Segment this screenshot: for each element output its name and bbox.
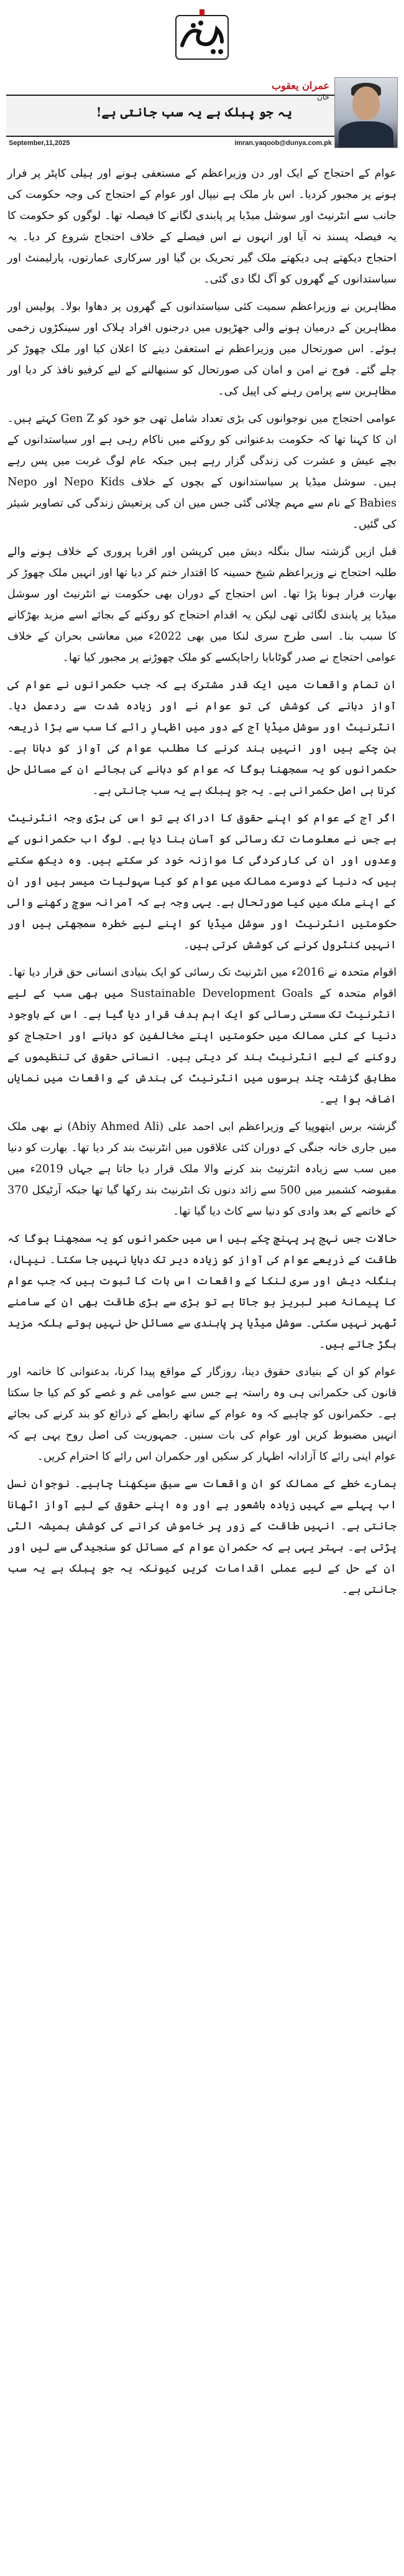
article-paragraph: عوام کے احتجاج کے ایک اور دن وزیراعظم کے مستعفی ہونے اور ہیلی کاپٹر پر فرار ہونے پر مجبور کردیا۔ اس بار ملک ہے نیپال اور عوام کے احتجاج کی وجہ حکومت کی جانب سے انٹرنیٹ اور سوشل میڈیا پر پابندی لگانے کا فیصلہ تھا۔ لوگوں کو حکومت کا یہ فیصلہ پسند نہ آیا اور انہوں نے اس فیصلے کے خلاف احتجاج شروع کر دیا۔ یہ احتجاج دیکھتے ہی دیکھتے ملک گیر تحریک بن گیا اور سرکاری عمارتوں، پارلیمنٹ اور سیاستدانوں کے گھروں کو آگ لگا دی گئی۔ — [7, 167, 397, 286]
article-paragraph: ہمارے خطے کے ممالک کو ان واقعات سے سبق سیکھنا چاہیے۔ نوجوان نسل اب پہلے سے کہیں زیادہ باشعور ہے اور وہ اپنے حقوق کے لیے آواز اٹھانا جانتی ہے۔ انہیں طاقت کے زور پر خاموش کرانے کی کوشش ہمیشہ الٹی پڑتی ہے۔ بہتر یہی ہے کہ حکمران عوام کے مسائل کو سنجیدگی سے لیں اور ان کے حل کے لیے عملی اقدامات کریں کیونکہ یہ جو پبلک ہے یہ سب جانتی ہے۔ — [7, 1478, 397, 1596]
author-block — [255, 80, 329, 101]
publish-date: September,11,2025 — [9, 139, 70, 147]
masthead — [0, 0, 404, 73]
meta-row — [6, 139, 398, 152]
dunya-logo-icon — [172, 7, 232, 67]
article-paragraph: عوامی احتجاج میں نوجوانوں کی بڑی تعداد شامل تھی جو خود کو Gen Z کہتے ہیں۔ ان کا کہنا تھا کہ حکومت بدعنوانی کو روکنے میں ناکام رہی ہے اور سیاستدانوں کے بچے عیش و عشرت کی زندگی گزار رہے ہیں جبکہ عام لوگ غربت میں پس رہے ہیں۔ سوشل میڈیا پر سیاستدانوں کے بچوں کے خلاف Nepo Kids اور Nepo Babies کے نام سے مہم چلائی گئی جس میں ان کی پرتعیش زندگی کی تصاویر شیئر کی گئیں۔ — [7, 413, 397, 531]
article-paragraph: گزشتہ برس ایتھوپیا کے وزیراعظم ابی احمد علی (Abiy Ahmed Ali) نے بھی ملک میں جاری خانہ جنگی کے دوران کئی علاقوں میں انٹرنیٹ بند کر دیا تھا۔ بھارت کو دنیا میں سب سے زیادہ انٹرنیٹ بند کرنے والا ملک قرار دیا جاتا ہے جہاں 2019ء میں مقبوضہ کشمیر میں 500 سے زائد دنوں تک انٹرنیٹ بند رکھا گیا تھا جبکہ آرٹیکل 370 کے خاتمے کے بعد وادی کو دنیا سے کاٹ دیا گیا تھا۔ — [7, 1121, 397, 1218]
dunya-logo-artwork — [172, 7, 232, 67]
article-paragraph: مظاہرین نے وزیراعظم سمیت کئی سیاستدانوں کے گھروں پر دھاوا بولا۔ پولیس اور مظاہرین کے درمیان ہونے والی جھڑپوں میں درجنوں افراد ہلاک اور سینکڑوں زخمی ہوئے۔ اس صورتحال میں وزیراعظم نے استعفیٰ دینے کا اعلان کیا اور ملک چھوڑ کر چلے گئے۔ فوج نے امن و امان کی صورتحال کو سنبھالنے کے لیے کرفیو نافذ کر دیا اور مظاہرین سے پرامن رہنے کی اپیل کی۔ — [7, 301, 397, 398]
byline-band — [6, 77, 398, 157]
article-body — [7, 163, 397, 1607]
article-paragraph: قبل ازیں گزشتہ سال بنگلہ دیش میں کرپشن اور اقربا پروری کے خلاف ہونے والے طلبہ احتجاج نے وزیراعظم شیخ حسینہ کا اقتدار ختم کر دیا تھا اور انہیں ملک چھوڑ کر بھارت فرار ہونا پڑا تھا۔ اس احتجاج کے دوران بھی حکومت نے انٹرنیٹ اور سوشل میڈیا پر پابندی لگائی تھی لیکن یہ اقدام احتجاج کو روکنے کے بجائے اسے مزید بھڑکانے کا سبب بنا۔ اسی طرح سری لنکا میں بھی 2022ء میں معاشی بحران کے خلاف عوامی احتجاج نے صدر گوٹابایا راجاپکسے کو ملک چھوڑنے پر مجبور کیا تھا۔ — [7, 546, 397, 664]
article-paragraph: اقوام متحدہ نے 2016ء میں انٹرنیٹ تک رسائی کو ایک بنیادی انسانی حق قرار دیا تھا۔ اقوام متحدہ کے Sustainable Development Goals میں بھی سب کے لیے انٹرنیٹ تک سستی رسائی کو ایک اہم ہدف قرار دیا گیا ہے۔ اس کے باوجود دنیا کے کئی ممالک میں حکومتیں اپنے مخالفین کو دبانے اور احتجاج کو روکنے کے لیے انٹرنیٹ بند کر دیتی ہیں۔ انسانی حقوق کی تنظیموں کے مطابق گزشتہ چند برسوں میں انٹرنیٹ کی بندش کے واقعات میں نمایاں اضافہ ہوا ہے۔ — [7, 966, 397, 1106]
author-portrait-icon — [334, 77, 398, 148]
article-paragraph: عوام کو ان کے بنیادی حقوق دینا، روزگار کے مواقع پیدا کرنا، بدعنوانی کا خاتمہ اور قانون کی حکمرانی ہی وہ راستہ ہے جس سے عوامی غم و غصے کو کم کیا جا سکتا ہے۔ حکمرانوں کو چاہیے کہ وہ عوام کے ساتھ رابطے کے ذرائع کو بند کرنے کی بجائے انہیں مضبوط کریں اور عوام کی بات سنیں۔ جمہوریت کی اصل روح یہی ہے کہ عوام اپنی رائے کا آزادانہ اظہار کر سکیں اور حکمران اس رائے کا احترام کریں۔ — [7, 1366, 397, 1463]
author-name: عمران یعقوب — [272, 80, 329, 91]
article-paragraph: حالات جس نہج پر پہنچ چکے ہیں اس میں حکمرانوں کو یہ سمجھنا ہوگا کہ طاقت کے ذریعے عوام کی آواز کو زیادہ دیر تک دبایا نہیں جا سکتا۔ نیپال، بنگلہ دیش اور سری لنکا کے واقعات اس بات کا ثبوت ہیں کہ جب عوام کا پیمانۂ صبر لبریز ہو جاتا ہے تو بڑی سے بڑی طاقت بھی ان کے سامنے ٹھہر نہیں سکتی۔ سوشل میڈیا پر پابندی سے مسائل حل نہیں ہوتے بلکہ مزید بگڑ جاتے ہیں۔ — [7, 1233, 397, 1351]
author-email[interactable]: imran.yaqoob@dunya.com.pk — [234, 139, 332, 147]
author-suffix: خان — [317, 93, 329, 101]
article-paragraph: اگر آج کے عوام کو اپنے حقوق کا ادراک ہے تو اس کی بڑی وجہ انٹرنیٹ ہے جس نے معلومات تک رسائی کو آسان بنا دیا ہے۔ لوگ اب حکمرانوں کے وعدوں اور ان کی کارکردگی کا موازنہ خود کر سکتے ہیں۔ وہ دیکھ سکتے ہیں کہ دنیا کے دوسرے ممالک میں عوام کو کیا سہولیات میسر ہیں اور ان کے اپنے ملک میں کیا صورتحال ہے۔ یہی وجہ ہے کہ آمرانہ سوچ رکھنے والی حکومتیں انٹرنیٹ اور سوشل میڈیا کو اپنے لیے خطرہ سمجھتی ہیں اور انہیں کنٹرول کرنے کی کوشش کرتی ہیں۔ — [7, 812, 397, 951]
article-paragraph: ان تمام واقعات میں ایک قدر مشترک ہے کہ جب حکمرانوں نے عوام کی آواز دبانے کی کوشش کی تو عوام نے اور زیادہ شدت سے ردعمل دیا۔ انٹرنیٹ اور سوشل میڈیا آج کے دور میں اظہارِ رائے کا سب سے بڑا ذریعہ بن چکے ہیں اور انہیں بند کرنے کا مطلب عوام کی آواز کو دبانا ہے۔ حکمرانوں کو یہ سمجھنا ہوگا کہ عوام کو دبانے کی بجائے ان کے مسائل حل کرنا ہی اصل حکمرانی ہے۔ یہ جو پبلک ہے یہ سب جانتی ہے۔ — [7, 679, 397, 797]
column-headline: یہ جو پبلک ہے یہ سب جانتی ہے! — [96, 105, 292, 119]
